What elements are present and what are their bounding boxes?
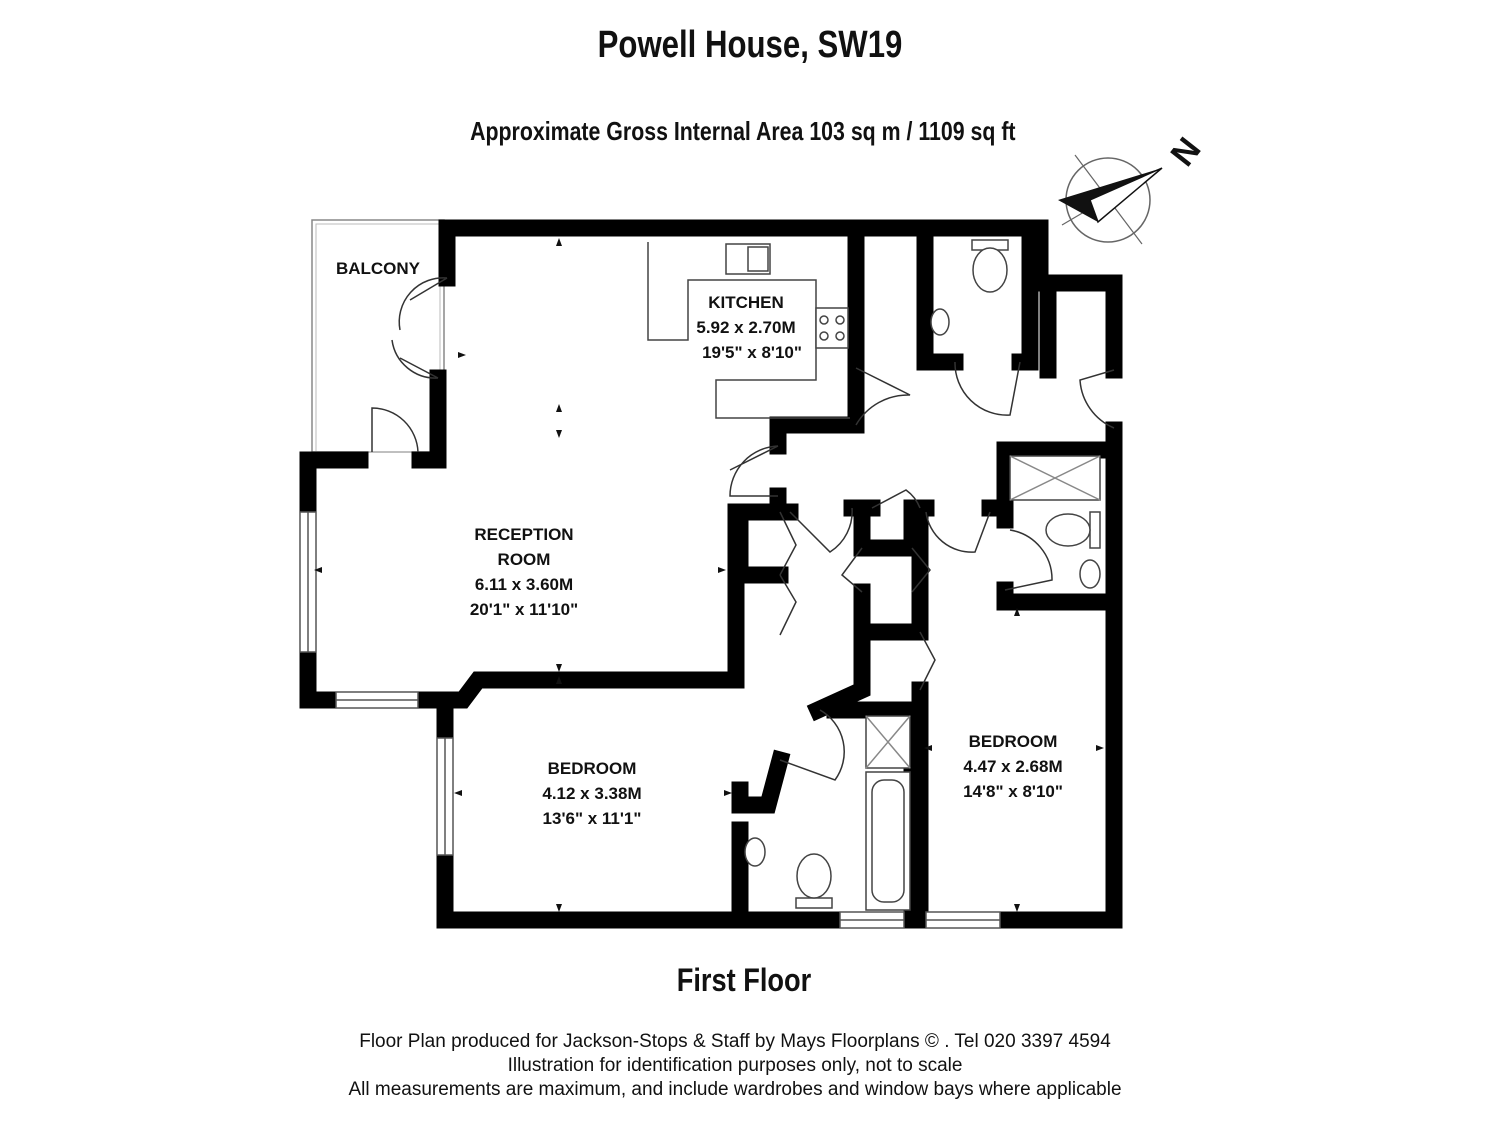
hob-ring: [836, 316, 844, 324]
kitchen-sink-bowl: [748, 247, 768, 271]
kitchen-size-imperial: 19'5" x 8'10": [702, 343, 802, 362]
bedroom2-size-metric: 4.47 x 2.68M: [963, 757, 1063, 776]
dimension-marker: [718, 567, 726, 573]
wall-wc-left: [925, 228, 955, 362]
bath-inner: [872, 780, 904, 902]
basin-icon: [745, 838, 765, 866]
toilet-cistern: [796, 898, 832, 908]
footer-credit: Floor Plan produced for Jackson-Stops & Staff by Mays Floorplans © . Tel 020 3397 4594: [359, 1031, 1111, 1052]
dimension-marker: [556, 404, 562, 412]
reception-size-imperial: 20'1" x 11'10": [469, 600, 579, 619]
hob-icon: [816, 308, 848, 348]
footer: [0, 1030, 1500, 1102]
door-cupboard-right: [920, 632, 935, 690]
compass-north-label: N: [1163, 130, 1209, 174]
wall-ensuite-left-lower: [1005, 590, 1100, 602]
dimension-marker: [724, 790, 732, 796]
bedroom1-label: BEDROOM: [547, 759, 637, 778]
bedroom1-size-imperial: 13'6" x 11'1": [542, 809, 642, 828]
door-ensuite: [1005, 530, 1052, 590]
floor-name: First Floor: [676, 962, 812, 998]
kitchen-label: KITCHEN: [708, 293, 784, 312]
balcony-label: BALCONY: [335, 259, 421, 278]
gross-area: Approximate Gross Internal Area 103 sq m / 1109 sq ft: [470, 116, 1016, 146]
basin-icon: [931, 309, 949, 335]
door-balcony: [392, 278, 447, 378]
wall-reception-top-left: [308, 460, 360, 512]
footer-measurements-note: All measurements are maximum, and include wardrobes and window bays where applicable: [348, 1079, 1122, 1100]
wall-bottom-right: [1000, 430, 1114, 920]
toilet-icon: [973, 248, 1007, 292]
dimension-marker: [556, 904, 562, 912]
toilet-cistern: [1090, 512, 1100, 548]
bedroom2-size-imperial: 14'8" x 8'10": [963, 782, 1063, 801]
basin-icon: [1080, 560, 1100, 588]
bedroom2-label: BEDROOM: [968, 732, 1058, 751]
reception-label: RECEPTION: [474, 525, 574, 544]
wall-cupboard-a: [862, 508, 912, 548]
dimension-marker: [1014, 904, 1020, 912]
compass-needle: [1090, 168, 1162, 222]
wall-balcony-left-lower: [420, 378, 438, 460]
footer-disclaimer: Illustration for identification purposes only, not to scale: [507, 1055, 963, 1076]
reception-label-line2: ROOM: [497, 550, 551, 569]
toilet-icon: [1046, 514, 1090, 546]
dimension-marker: [556, 664, 562, 672]
wall-cupboard-c: [818, 632, 862, 710]
door-wc: [955, 362, 1020, 415]
dimension-marker: [556, 238, 562, 246]
hob-ring: [836, 332, 844, 340]
dimension-marker: [1096, 745, 1104, 751]
bedroom1-size-metric: 4.12 x 3.38M: [542, 784, 642, 803]
balcony-area: [312, 220, 444, 452]
reception-size-metric: 6.11 x 3.60M: [474, 575, 574, 594]
balcony-outline: [312, 220, 444, 452]
wall-kitchen-door-jamb: [778, 496, 790, 512]
hob-ring: [820, 316, 828, 324]
compass: [1058, 131, 1209, 244]
door-reception-hall: [790, 508, 852, 552]
door-bathroom: [780, 710, 844, 780]
door-reception-balcony: [372, 408, 418, 452]
dimension-markers: [314, 238, 1104, 912]
dimension-marker: [556, 430, 562, 438]
wall-bathroom-left: [740, 760, 780, 805]
door-bedroom2: [926, 512, 990, 552]
wall-cupboard-d: [740, 512, 780, 575]
toilet-icon: [797, 854, 831, 898]
hob-ring: [820, 332, 828, 340]
dimension-marker: [458, 352, 466, 358]
wall-wc-right: [1020, 228, 1030, 362]
door-entrance: [1080, 370, 1114, 428]
dimension-marker: [454, 790, 462, 796]
wall-bedroom1-left-lower: [445, 855, 840, 920]
wall-reception-left-lower: [308, 652, 336, 700]
plan-title: Powell House, SW19: [597, 24, 903, 66]
kitchen-size-metric: 5.92 x 2.70M: [696, 318, 796, 337]
